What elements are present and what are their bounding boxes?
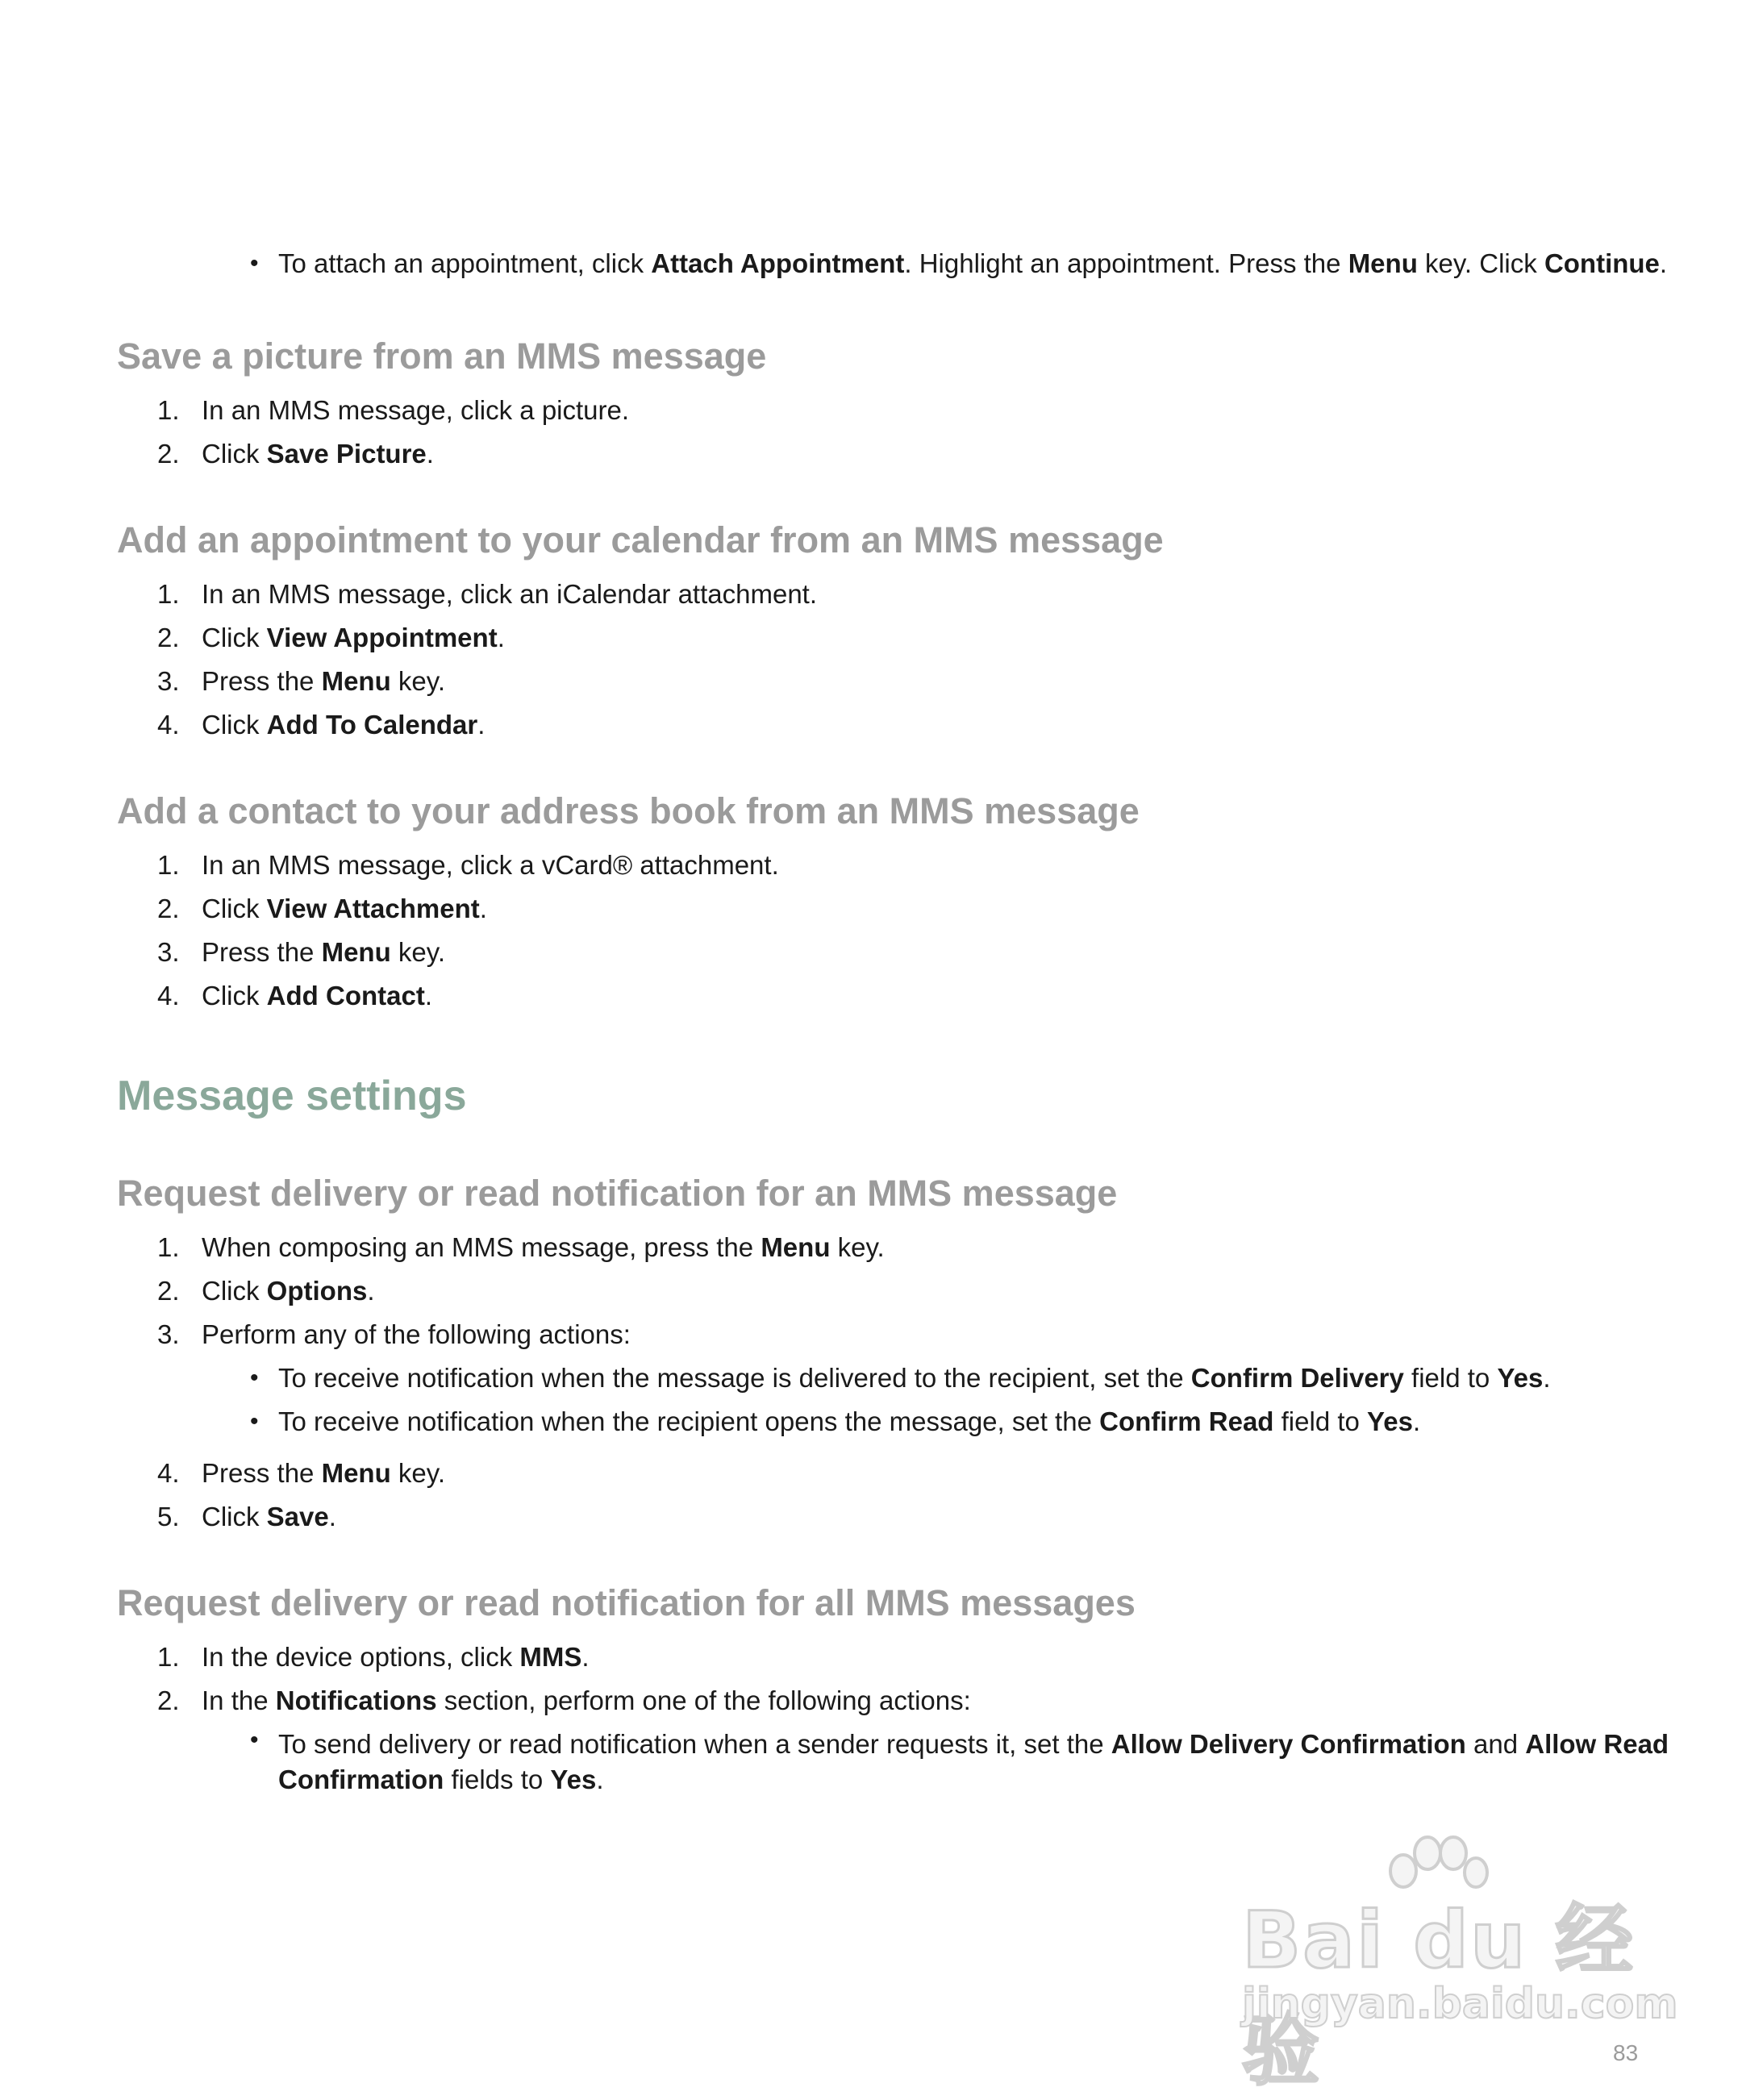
page-content bbox=[117, 242, 1669, 1798]
text: In an MMS message, click a picture. bbox=[202, 395, 630, 425]
step-number: 2. bbox=[157, 894, 180, 923]
text: . bbox=[424, 981, 432, 1010]
text: To attach an appointment, click bbox=[278, 248, 652, 278]
text: Click bbox=[202, 1502, 267, 1531]
text: and bbox=[1465, 1729, 1526, 1759]
text: key. bbox=[390, 937, 445, 967]
ui-term: Notifications bbox=[275, 1685, 437, 1715]
text: field to bbox=[1273, 1406, 1368, 1436]
step-number: 3. bbox=[157, 1319, 180, 1349]
text: In the device options, click bbox=[202, 1642, 520, 1672]
text: When composing an MMS message, press the bbox=[202, 1232, 761, 1262]
page-number: 83 bbox=[1613, 2040, 1639, 2065]
text: section, perform one of the following actions: bbox=[436, 1685, 971, 1715]
text: Press the bbox=[202, 937, 322, 967]
ui-term: Yes bbox=[550, 1765, 597, 1794]
ui-term: Yes bbox=[1367, 1406, 1413, 1436]
step-item bbox=[117, 432, 1649, 476]
ui-term: Menu bbox=[1348, 248, 1418, 278]
text: . bbox=[477, 710, 486, 740]
watermark-url: jingyan.baidu.com bbox=[1242, 1980, 1678, 2028]
step-number: 1. bbox=[157, 395, 180, 425]
step-number: 3. bbox=[157, 666, 180, 696]
text: Click bbox=[202, 439, 267, 469]
text: Click bbox=[202, 623, 267, 652]
ui-term: Add To Calendar bbox=[266, 710, 478, 740]
bullet-dot: • bbox=[250, 250, 259, 277]
sub-bullet-item bbox=[117, 1356, 1649, 1400]
watermark-logo-text: Bai du 经验 bbox=[1242, 1895, 1635, 2096]
step-number: 4. bbox=[157, 710, 180, 740]
ui-term: Allow Read Confirmation bbox=[278, 1729, 1669, 1794]
ui-term: View Appointment bbox=[266, 623, 498, 652]
ui-term: Save Picture bbox=[266, 439, 427, 469]
ui-term: Menu bbox=[321, 666, 391, 696]
text: To send delivery or read notification when a sender requests it, set the bbox=[278, 1729, 1111, 1759]
step-number: 4. bbox=[157, 1458, 180, 1488]
step-item bbox=[117, 1269, 1649, 1313]
ui-term: Menu bbox=[761, 1232, 831, 1262]
step-number: 4. bbox=[157, 981, 180, 1010]
text: Press the bbox=[202, 666, 322, 696]
text: . bbox=[328, 1502, 336, 1531]
bullet-dot: • bbox=[250, 1365, 259, 1391]
main-heading-message-settings: Message settings bbox=[117, 1073, 467, 1119]
step-item bbox=[117, 974, 1649, 1018]
text: Perform any of the following actions: bbox=[202, 1319, 631, 1349]
step-number: 1. bbox=[157, 850, 180, 880]
step-item bbox=[117, 887, 1649, 931]
text: . bbox=[479, 894, 487, 923]
step-item bbox=[117, 660, 1649, 703]
section-heading-save-picture: Save a picture from an MMS message bbox=[117, 335, 767, 377]
ui-term: Menu bbox=[321, 937, 391, 967]
step-item bbox=[117, 1679, 1649, 1723]
text: Press the bbox=[202, 1458, 322, 1488]
step-number: 1. bbox=[157, 579, 180, 609]
text: . bbox=[367, 1276, 375, 1306]
ui-term: Attach Appointment bbox=[651, 248, 905, 278]
step-number: 1. bbox=[157, 1642, 180, 1672]
step-item bbox=[117, 703, 1649, 747]
sub-bullet-item bbox=[117, 1723, 1714, 1798]
step-item bbox=[117, 931, 1649, 974]
step-number: 2. bbox=[157, 623, 180, 652]
ui-term: Add Contact bbox=[266, 981, 425, 1010]
step-item bbox=[117, 844, 1649, 887]
text: . Highlight an appointment. Press the bbox=[904, 248, 1348, 278]
bullet-dot: • bbox=[250, 1408, 259, 1435]
sub-bullet-item bbox=[117, 1400, 1649, 1444]
text: . bbox=[581, 1642, 590, 1672]
text: In an MMS message, click an iCalendar attachment. bbox=[202, 579, 818, 609]
section-heading-request-single: Request delivery or read notification for an MMS message bbox=[117, 1173, 1118, 1214]
section-heading-add-contact: Add a contact to your address book from an MMS message bbox=[117, 790, 1140, 831]
text: key. bbox=[390, 1458, 445, 1488]
text: In the bbox=[202, 1685, 276, 1715]
step-item bbox=[117, 1452, 1649, 1495]
section-heading-request-all: Request delivery or read notification for all MMS messages bbox=[117, 1582, 1136, 1623]
ui-term: Confirm Delivery bbox=[1190, 1363, 1404, 1393]
text: Click bbox=[202, 1276, 267, 1306]
text: Click bbox=[202, 981, 267, 1010]
text: key. Click bbox=[1417, 248, 1544, 278]
text: key. bbox=[830, 1232, 885, 1262]
text: . bbox=[596, 1765, 604, 1794]
ui-term: Options bbox=[266, 1276, 368, 1306]
text: fields to bbox=[444, 1765, 551, 1794]
text: . bbox=[1543, 1363, 1551, 1393]
ui-term: Yes bbox=[1497, 1363, 1544, 1393]
text: . bbox=[1412, 1406, 1421, 1436]
ui-term: Continue bbox=[1544, 248, 1660, 278]
text: . bbox=[1659, 248, 1668, 278]
text: field to bbox=[1403, 1363, 1498, 1393]
ui-term: Allow Delivery Confirmation bbox=[1111, 1729, 1466, 1759]
step-item bbox=[117, 389, 1649, 432]
text: . bbox=[426, 439, 434, 469]
step-number: 2. bbox=[157, 1685, 180, 1715]
text: . bbox=[497, 623, 505, 652]
step-number: 1. bbox=[157, 1232, 180, 1262]
intro-bullet bbox=[117, 242, 1668, 285]
ui-term: View Attachment bbox=[266, 894, 480, 923]
step-number: 5. bbox=[157, 1502, 180, 1531]
text: To receive notification when the recipient opens the message, set the bbox=[278, 1406, 1100, 1436]
step-item bbox=[117, 616, 1649, 660]
ui-term: Menu bbox=[321, 1458, 391, 1488]
step-item bbox=[117, 1226, 1649, 1269]
text: To receive notification when the message is delivered to the recipient, set the bbox=[278, 1363, 1191, 1393]
step-item bbox=[117, 1313, 1649, 1356]
ui-term: Confirm Read bbox=[1099, 1406, 1274, 1436]
text: In an MMS message, click a vCard® attachment. bbox=[202, 850, 779, 880]
step-item bbox=[117, 1635, 1649, 1679]
ui-term: MMS bbox=[519, 1642, 582, 1672]
ui-term: Save bbox=[266, 1502, 329, 1531]
step-number: 2. bbox=[157, 1276, 180, 1306]
step-number: 2. bbox=[157, 439, 180, 469]
text: Click bbox=[202, 710, 267, 740]
step-number: 3. bbox=[157, 937, 180, 967]
step-item bbox=[117, 1495, 1649, 1539]
step-item bbox=[117, 573, 1649, 616]
text: key. bbox=[390, 666, 445, 696]
bullet-dot: • bbox=[250, 1727, 259, 1753]
text: Click bbox=[202, 894, 267, 923]
section-heading-add-appointment: Add an appointment to your calendar from an MMS message bbox=[117, 519, 1164, 560]
